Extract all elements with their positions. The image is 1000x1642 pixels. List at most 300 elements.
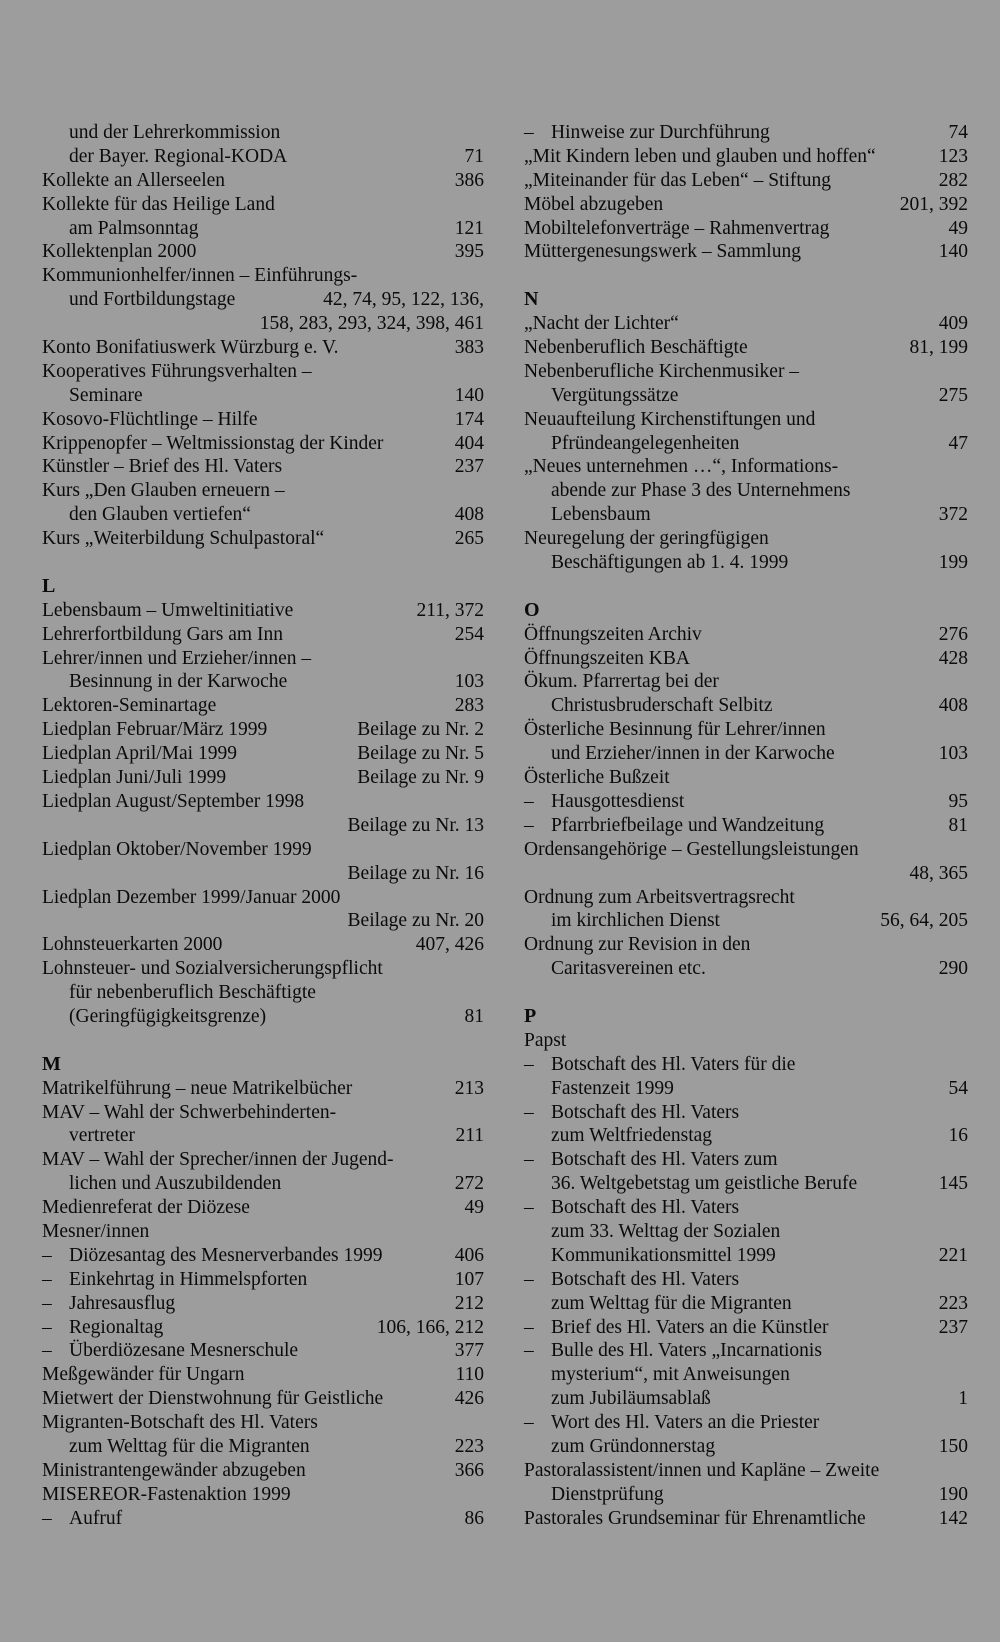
page-reference: 140 — [454, 384, 484, 406]
page-reference: 223 — [454, 1435, 484, 1457]
page-reference: 103 — [938, 743, 968, 765]
index-entry — [42, 647, 484, 671]
section-letter-heading — [524, 599, 968, 623]
page-reference: 386 — [454, 169, 484, 191]
page-reference: 237 — [454, 456, 484, 478]
index-entry — [42, 623, 484, 647]
page-reference: 190 — [938, 1483, 968, 1505]
heading-letter: N — [524, 288, 539, 311]
page-reference: 272 — [454, 1173, 484, 1195]
entry-text: der Bayer. Regional-KODA — [69, 145, 288, 167]
entry-text: Kurs „Weiterbildung Schulpastoral“ — [42, 528, 325, 550]
entry-text: Hinweise zur Durchführung — [551, 122, 770, 143]
index-entry — [42, 527, 484, 551]
entry-text: Kooperatives Führungsverhalten – — [42, 360, 312, 382]
page-reference: 86 — [464, 1507, 484, 1529]
page-reference: Beilage zu Nr. 13 — [347, 814, 484, 836]
page-reference: 110 — [455, 1364, 484, 1386]
entry-text: Dienstprüfung — [551, 1483, 664, 1505]
entry-text: zum 33. Welttag der Sozialen — [551, 1220, 781, 1242]
entry-text: Pastorales Grundseminar für Ehrenamtliche — [524, 1507, 866, 1529]
index-entry — [42, 240, 484, 264]
index-entry — [524, 1483, 968, 1507]
entry-text: Mesner/innen — [42, 1220, 150, 1242]
index-entry — [42, 217, 484, 241]
section-letter-heading — [524, 288, 968, 312]
index-entry — [42, 670, 484, 694]
index-entry — [42, 814, 484, 838]
index-entry — [524, 1053, 968, 1077]
index-entry — [524, 742, 968, 766]
index-entry — [524, 527, 968, 551]
index-entry — [524, 193, 968, 217]
entry-text: Pfarrbriefbeilage und Wandzeitung — [551, 814, 825, 836]
index-entry — [524, 933, 968, 957]
page-reference: 254 — [454, 623, 484, 645]
entry-text: Kurs „Den Glauben erneuern – — [42, 480, 285, 502]
index-entry — [42, 838, 484, 862]
index-entry — [524, 217, 968, 241]
dash-marker: – — [524, 814, 534, 836]
index-entry — [42, 1268, 484, 1292]
section-letter-heading — [42, 575, 484, 599]
entry-text: zum Welttag für die Migranten — [69, 1435, 310, 1457]
index-entry — [524, 1077, 968, 1101]
entry-text: Lehrer/innen und Erzieher/innen – — [42, 647, 312, 669]
entry-text: und der Lehrerkommission — [69, 122, 281, 143]
dash-marker: – — [524, 1101, 534, 1123]
entry-text: Christusbruderschaft Selbitz — [551, 695, 773, 717]
heading-letter: O — [524, 598, 540, 621]
index-entry — [524, 479, 968, 503]
index-entry — [42, 742, 484, 766]
page-reference: 282 — [938, 169, 968, 191]
heading-letter: L — [42, 574, 56, 597]
entry-text: Wort des Hl. Vaters an die Priester — [551, 1412, 820, 1434]
index-entry — [524, 408, 968, 432]
entry-text: Ökum. Pfarrertag bei der — [524, 671, 719, 693]
entry-text: zum Weltfriedenstag — [551, 1125, 713, 1147]
page-reference: 42, 74, 95, 122, 136, — [323, 289, 484, 311]
index-entry — [524, 1148, 968, 1172]
index-entry — [524, 503, 968, 527]
index-entry — [42, 1172, 484, 1196]
index-entry — [42, 336, 484, 360]
heading-letter: P — [524, 1004, 537, 1027]
dash-marker: – — [42, 1340, 52, 1362]
index-entry — [42, 1292, 484, 1316]
index-entry — [42, 1005, 484, 1029]
entry-text: Einkehrtag in Himmelspforten — [69, 1268, 308, 1290]
entry-text: Liedplan August/September 1998 — [42, 790, 305, 812]
page-reference: 276 — [938, 623, 968, 645]
entry-text: Mobiltelefonverträge – Rahmenvertrag — [524, 217, 830, 239]
entry-text: Öffnungszeiten Archiv — [524, 623, 702, 645]
entry-text: (Geringfügigkeitsgrenze) — [69, 1005, 267, 1027]
index-entry — [524, 169, 968, 193]
page-reference: 211, 372 — [416, 599, 484, 621]
index-entry — [42, 455, 484, 479]
dash-marker: – — [524, 1053, 534, 1075]
entry-text: Lebensbaum – Umweltinitiative — [42, 599, 294, 621]
entry-text: Kollekte an Allerseelen — [42, 169, 226, 191]
index-entry — [524, 1172, 968, 1196]
index-entry — [524, 1292, 968, 1316]
entry-text: zum Gründonnerstag — [551, 1435, 716, 1457]
page-reference: 408 — [938, 695, 968, 717]
dash-marker: – — [524, 1412, 534, 1434]
entry-text: Liedplan Oktober/November 1999 — [42, 838, 312, 860]
index-entry — [524, 1387, 968, 1411]
page-reference: 377 — [454, 1340, 484, 1362]
index-entry — [42, 264, 484, 288]
index-entry — [42, 1077, 484, 1101]
entry-text: „Nacht der Lichter“ — [524, 313, 679, 335]
dash-marker: – — [524, 1197, 534, 1219]
dash-marker: – — [42, 1268, 52, 1290]
entry-text: zum Jubiläumsablaß — [551, 1388, 711, 1410]
entry-text: Kommunionhelfer/innen – Einführungs- — [42, 265, 358, 287]
entry-text: Kommunikationsmittel 1999 — [551, 1244, 776, 1266]
dash-marker: – — [524, 1316, 534, 1338]
index-entry — [524, 1363, 968, 1387]
entry-text: „Miteinander für das Leben“ – Stiftung — [524, 169, 832, 191]
index-entry — [524, 909, 968, 933]
page-reference: 74 — [948, 122, 968, 143]
index-entry — [42, 360, 484, 384]
entry-text: Konto Bonifatiuswerk Würzburg e. V. — [42, 337, 339, 359]
entry-text: Ministrantengewänder abzugeben — [42, 1459, 306, 1481]
page-reference: 223 — [938, 1292, 968, 1314]
entry-text: Kollekte für das Heilige Land — [42, 193, 275, 215]
page-reference: 174 — [454, 408, 484, 430]
entry-text: Lektoren-Seminartage — [42, 695, 217, 717]
entry-text: Fastenzeit 1999 — [551, 1077, 674, 1099]
spacer — [524, 981, 968, 1005]
entry-text: „Neues unternehmen …“, Informations- — [524, 456, 839, 478]
entry-text: Nebenberuflich Beschäftigte — [524, 337, 748, 359]
page-reference: 142 — [938, 1507, 968, 1529]
entry-text: Österliche Bußzeit — [524, 767, 670, 789]
heading-letter: M — [42, 1052, 61, 1075]
page-reference: 49 — [948, 217, 968, 239]
page-reference: Beilage zu Nr. 9 — [357, 767, 484, 789]
page-reference: 275 — [938, 384, 968, 406]
page-reference: 123 — [938, 145, 968, 167]
entry-text: Ordnung zur Revision in den — [524, 934, 751, 956]
entry-text: Brief des Hl. Vaters an die Künstler — [551, 1316, 829, 1338]
index-entry — [524, 1339, 968, 1363]
index-entry — [524, 862, 968, 886]
page-reference: 290 — [938, 958, 968, 980]
index-entry — [524, 623, 968, 647]
index-entry — [42, 1459, 484, 1483]
index-entry — [524, 384, 968, 408]
dash-marker: – — [42, 1244, 52, 1266]
index-entry — [42, 1220, 484, 1244]
entry-text: am Palmsonntag — [69, 217, 199, 239]
index-entry — [42, 909, 484, 933]
index-entry — [42, 1411, 484, 1435]
entry-text: Pfründeangelegenheiten — [551, 432, 740, 454]
page-reference: 103 — [454, 671, 484, 693]
entry-text: zum Welttag für die Migranten — [551, 1292, 792, 1314]
page-reference: 81 — [948, 814, 968, 836]
index-column-right — [524, 121, 968, 1531]
dash-marker: – — [524, 1340, 534, 1362]
page-reference: 81, 199 — [909, 337, 968, 359]
entry-text: „Mit Kindern leben und glauben und hoffen“ — [524, 145, 876, 167]
index-entry — [42, 1507, 484, 1531]
spacer — [42, 1029, 484, 1053]
page-reference: 283 — [454, 695, 484, 717]
index-entry — [42, 1244, 484, 1268]
page-reference: Beilage zu Nr. 16 — [347, 862, 484, 884]
page-reference: 150 — [938, 1435, 968, 1457]
index-entry — [42, 1363, 484, 1387]
index-entry — [42, 1124, 484, 1148]
index-entry — [524, 336, 968, 360]
entry-text: Caritasvereinen etc. — [551, 958, 706, 980]
index-entry — [42, 766, 484, 790]
entry-text: Besinnung in der Karwoche — [69, 671, 288, 693]
spacer — [524, 575, 968, 599]
entry-text: Beschäftigungen ab 1. 4. 1999 — [551, 552, 789, 574]
index-entry — [42, 862, 484, 886]
page-reference: 404 — [454, 432, 484, 454]
index-entry — [524, 1435, 968, 1459]
index-entry — [42, 145, 484, 169]
entry-text: Bulle des Hl. Vaters „Incarnationis — [551, 1340, 822, 1362]
entry-text: MISEREOR-Fastenaktion 1999 — [42, 1483, 291, 1505]
entry-text: Liedplan Dezember 1999/Januar 2000 — [42, 886, 341, 908]
page-reference: 158, 283, 293, 324, 398, 461 — [259, 313, 484, 335]
spacer — [524, 264, 968, 288]
entry-text: MAV – Wahl der Schwerbehinderten- — [42, 1101, 337, 1123]
dash-marker: – — [524, 1149, 534, 1171]
entry-text: und Erzieher/innen in der Karwoche — [551, 743, 835, 765]
page-reference: 372 — [938, 504, 968, 526]
entry-text: Krippenopfer – Weltmissionstag der Kinder — [42, 432, 384, 454]
index-entry — [524, 694, 968, 718]
page-reference: 212 — [454, 1292, 484, 1314]
page-reference: Beilage zu Nr. 20 — [347, 910, 484, 932]
entry-text: Ordensangehörige – Gestellungsleistungen — [524, 838, 859, 860]
entry-text: Neuaufteilung Kirchenstiftungen und — [524, 408, 816, 430]
index-entry — [524, 312, 968, 336]
index-entry — [42, 694, 484, 718]
page-reference: 81 — [464, 1005, 484, 1027]
page-reference: 221 — [938, 1244, 968, 1266]
entry-text: Botschaft des Hl. Vaters für die — [551, 1053, 796, 1075]
index-entry — [524, 790, 968, 814]
page-reference: 47 — [948, 432, 968, 454]
index-entry — [42, 1483, 484, 1507]
entry-text: Botschaft des Hl. Vaters — [551, 1268, 740, 1290]
page-reference: 237 — [938, 1316, 968, 1338]
page-reference: 16 — [948, 1125, 968, 1147]
entry-text: Öffnungszeiten KBA — [524, 647, 690, 669]
index-entry — [42, 479, 484, 503]
index-entry — [524, 360, 968, 384]
index-entry — [524, 1316, 968, 1340]
index-entry — [42, 1339, 484, 1363]
section-letter-heading — [42, 1053, 484, 1077]
index-entry — [524, 1244, 968, 1268]
entry-text: Migranten-Botschaft des Hl. Vaters — [42, 1412, 318, 1434]
page-reference: 54 — [948, 1077, 968, 1099]
index-entry — [524, 145, 968, 169]
entry-text: Mietwert der Dienstwohnung für Geistliche — [42, 1388, 384, 1410]
entry-text: Botschaft des Hl. Vaters zum — [551, 1149, 778, 1171]
index-entry — [42, 288, 484, 312]
spacer — [42, 551, 484, 575]
entry-text: Kosovo-Flüchtlinge – Hilfe — [42, 408, 258, 430]
index-entry — [524, 718, 968, 742]
page-reference: 395 — [454, 241, 484, 263]
entry-text: den Glauben vertiefen“ — [69, 504, 251, 526]
entry-text: vertreter — [69, 1125, 136, 1147]
entry-text: Lohnsteuer- und Sozialversicherungspflicht — [42, 958, 383, 980]
index-entry — [524, 1268, 968, 1292]
index-entry — [524, 1507, 968, 1531]
index-entry — [524, 1101, 968, 1125]
section-letter-heading — [524, 1005, 968, 1029]
dash-marker: – — [42, 1292, 52, 1314]
page-reference: 408 — [454, 504, 484, 526]
index-entry — [42, 957, 484, 981]
index-entry — [524, 240, 968, 264]
page-reference: 145 — [938, 1173, 968, 1195]
index-entry — [42, 981, 484, 1005]
page-reference: 71 — [464, 145, 484, 167]
page-reference: 428 — [938, 647, 968, 669]
entry-text: Lohnsteuerkarten 2000 — [42, 934, 223, 956]
index-entry — [524, 1029, 968, 1053]
index-entry — [524, 1411, 968, 1435]
page-reference: 199 — [938, 552, 968, 574]
entry-text: Müttergenesungswerk – Sammlung — [524, 241, 801, 263]
entry-text: abende zur Phase 3 des Unternehmens — [551, 480, 851, 502]
entry-text: Liedplan Juni/Juli 1999 — [42, 767, 227, 789]
index-entry — [42, 1316, 484, 1340]
page-reference: 95 — [948, 790, 968, 812]
page-reference: 265 — [454, 528, 484, 550]
page-reference: 211 — [455, 1125, 484, 1147]
index-entry — [42, 432, 484, 456]
entry-text: Botschaft des Hl. Vaters — [551, 1101, 740, 1123]
index-entry — [42, 1148, 484, 1172]
entry-text: Nebenberufliche Kirchenmusiker – — [524, 360, 800, 382]
entry-text: Hausgottesdienst — [551, 790, 685, 812]
entry-text: Liedplan April/Mai 1999 — [42, 743, 237, 765]
entry-text: Botschaft des Hl. Vaters — [551, 1197, 740, 1219]
entry-text: Künstler – Brief des Hl. Vaters — [42, 456, 283, 478]
page-reference: 140 — [938, 241, 968, 263]
index-column-left — [42, 121, 484, 1531]
entry-text: im kirchlichen Dienst — [551, 910, 720, 932]
index-entry — [524, 455, 968, 479]
entry-text: 36. Weltgebetstag um geistliche Berufe — [551, 1173, 858, 1195]
entry-text: Papst — [524, 1029, 567, 1051]
entry-text: Lebensbaum — [551, 504, 651, 526]
index-entry — [42, 1435, 484, 1459]
index-entry — [42, 886, 484, 910]
index-entry — [524, 838, 968, 862]
index-entry — [524, 551, 968, 575]
index-entry — [524, 766, 968, 790]
page-reference: 383 — [454, 337, 484, 359]
page-reference: 106, 166, 212 — [376, 1316, 484, 1338]
index-entry — [524, 1196, 968, 1220]
entry-text: Diözesantag des Mesnerverbandes 1999 — [69, 1244, 383, 1266]
index-entry — [42, 790, 484, 814]
page-reference: 1 — [958, 1388, 968, 1410]
entry-text: für nebenberuflich Beschäftigte — [69, 982, 316, 1004]
entry-text: Meßgewänder für Ungarn — [42, 1364, 245, 1386]
page-reference: Beilage zu Nr. 2 — [357, 719, 484, 741]
entry-text: Liedplan Februar/März 1999 — [42, 719, 268, 741]
entry-text: Matrikelführung – neue Matrikelbücher — [42, 1077, 353, 1099]
entry-text: Neuregelung der geringfügigen — [524, 528, 769, 550]
index-entry — [42, 1196, 484, 1220]
page-reference: 201, 392 — [899, 193, 968, 215]
index-entry — [524, 432, 968, 456]
entry-text: Lehrerfortbildung Gars am Inn — [42, 623, 283, 645]
entry-text: lichen und Auszubildenden — [69, 1173, 282, 1195]
page-reference: 107 — [454, 1268, 484, 1290]
index-entry — [42, 1101, 484, 1125]
page-reference: 407, 426 — [415, 934, 484, 956]
entry-text: Jahresausflug — [69, 1292, 176, 1314]
index-entry — [524, 1459, 968, 1483]
dash-marker: – — [42, 1316, 52, 1338]
entry-text: Regionaltag — [69, 1316, 164, 1338]
page-reference: 49 — [464, 1197, 484, 1219]
page-reference: 213 — [454, 1077, 484, 1099]
index-entry — [42, 503, 484, 527]
page-reference: Beilage zu Nr. 5 — [357, 743, 484, 765]
index-entry — [524, 670, 968, 694]
index-entry — [524, 886, 968, 910]
page-reference: 409 — [938, 313, 968, 335]
index-entry — [524, 121, 968, 145]
entry-text: und Fortbildungstage — [69, 289, 236, 311]
page-reference: 406 — [454, 1244, 484, 1266]
entry-text: Überdiözesane Mesnerschule — [69, 1340, 299, 1362]
index-entry — [524, 814, 968, 838]
index-entry — [42, 312, 484, 336]
index-entry — [42, 718, 484, 742]
page-reference: 56, 64, 205 — [880, 910, 968, 932]
entry-text: Pastoralassistent/innen und Kapläne – Zweite — [524, 1459, 880, 1481]
entry-text: Medienreferat der Diözese — [42, 1197, 250, 1219]
entry-text: Seminare — [69, 384, 143, 406]
index-entry — [524, 1124, 968, 1148]
dash-marker: – — [42, 1507, 52, 1529]
page-reference: 48, 365 — [909, 862, 968, 884]
entry-text: Kollektenplan 2000 — [42, 241, 197, 263]
index-entry — [524, 1220, 968, 1244]
index-entry — [42, 121, 484, 145]
dash-marker: – — [524, 122, 534, 143]
page-reference: 121 — [454, 217, 484, 239]
entry-text: Ordnung zum Arbeitsvertragsrecht — [524, 886, 795, 908]
page-reference: 426 — [454, 1388, 484, 1410]
index-entry — [524, 957, 968, 981]
index-entry — [42, 599, 484, 623]
index-entry — [42, 408, 484, 432]
